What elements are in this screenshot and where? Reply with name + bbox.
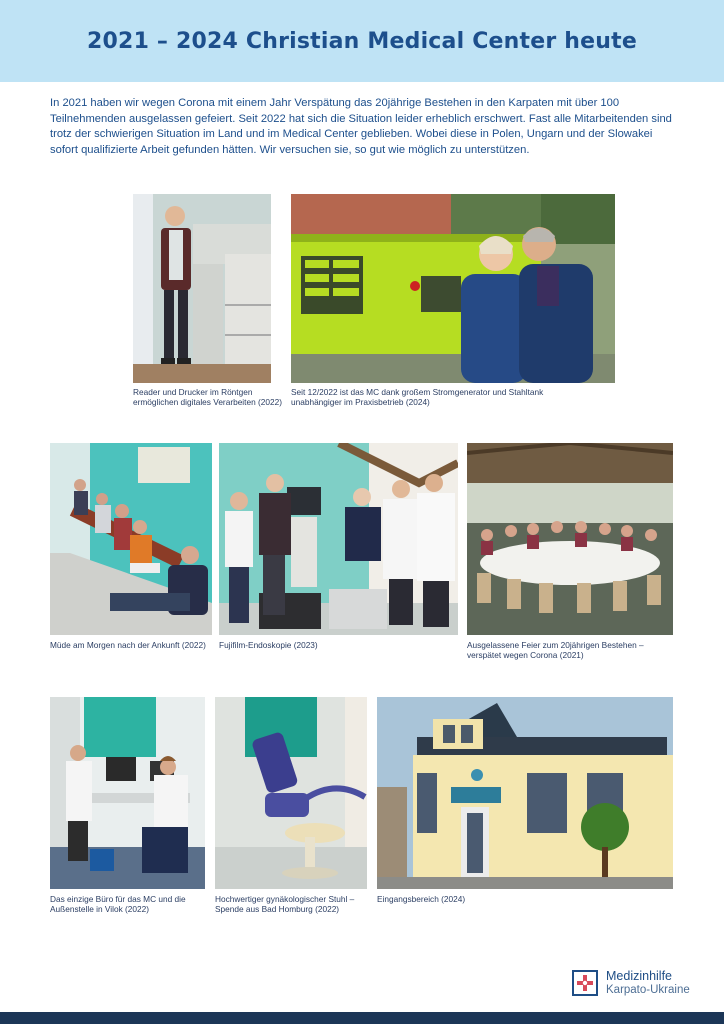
caption-power-generator: Seit 12/2022 ist das MC dank großem Stromgenerator und Stahltank unabhängiger im Praxisbetrieb (2024) <box>291 387 544 407</box>
logo-line-2: Karpato-Ukraine <box>606 984 690 996</box>
caption-xray-reader-printer: Reader und Drucker im Röntgen ermöglichen digitales Verarbeiten (2022) <box>133 387 282 407</box>
photo-anniversary-party <box>467 443 673 635</box>
logo-cross-icon <box>572 970 598 996</box>
caption-entrance: Eingangsbereich (2024) <box>377 894 466 904</box>
intro-paragraph: In 2021 haben wir wegen Corona mit einem Jahr Verspätung das 20jährige Bestehen in den Karpaten mit über 100 Teilnehmenden ausgelassen gefeiert. Seit 2022 hat sich die Situation leider erheblich erschwert. Fast alle Mitarbeitenden sind trotz der schwierigen Situation im Land und im Medical Center geblieben. Wobei diese in Polen, Ungarn und der Slowakei sofort qualifizierte Arbeit gefunden hätten. Wir versuchen sie, so gut wie möglich zu unterstützen. <box>50 97 672 156</box>
page-title: 2021 – 2024 Christian Medical Center heute <box>87 28 637 54</box>
photo-xray-reader-printer <box>133 194 271 383</box>
organization-logo <box>572 966 712 1000</box>
header-banner <box>0 0 724 82</box>
caption-waiting-room: Müde am Morgen nach der Ankunft (2022) <box>50 640 206 650</box>
logo-line-1: Medizinhilfe <box>606 969 673 983</box>
photo-gynecological-chair <box>215 697 367 889</box>
caption-endoscopy: Fujifilm-Endoskopie (2023) <box>219 640 318 650</box>
footer-bar <box>0 1012 724 1024</box>
caption-gynecological-chair: Hochwertiger gynäkologischer Stuhl – Spende aus Bad Homburg (2022) <box>215 894 355 914</box>
photo-power-generator <box>291 194 615 383</box>
photo-waiting-room <box>50 443 212 635</box>
caption-office: Das einzige Büro für das MC und die Außenstelle in Vilok (2022) <box>50 894 186 914</box>
photo-entrance <box>377 697 673 889</box>
caption-anniversary-party: Ausgelassene Feier zum 20jährigen Bestehen – verspätet wegen Corona (2021) <box>467 640 644 660</box>
photo-office <box>50 697 205 889</box>
photo-endoscopy-team <box>219 443 458 635</box>
